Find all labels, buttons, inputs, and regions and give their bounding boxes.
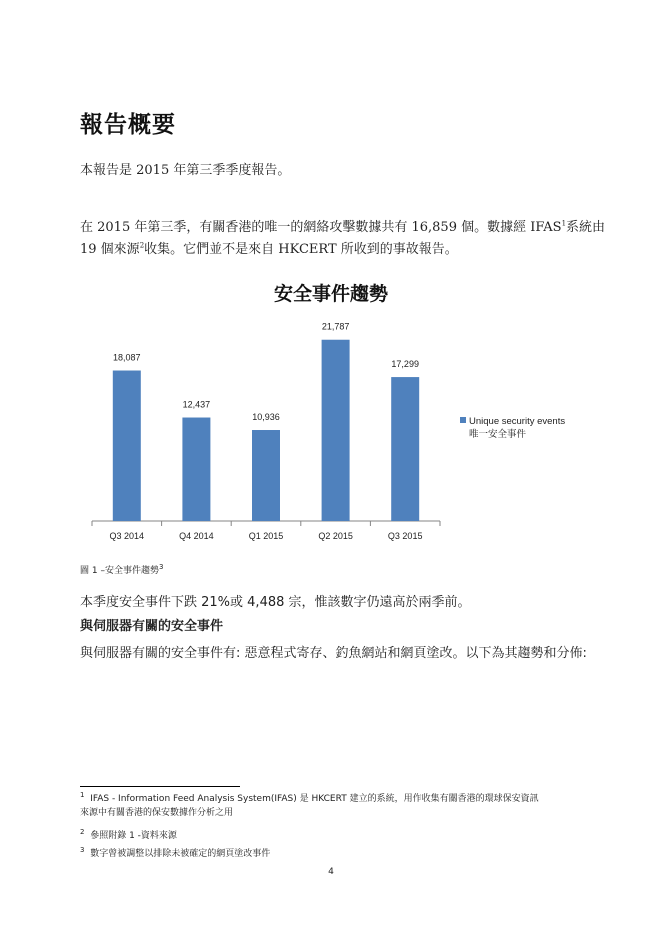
footnote-3	[80, 847, 270, 861]
footnote-line	[80, 792, 539, 806]
footnote-text: IFAS - Information Feed Analysis System(IFAS) 是 HKCERT 建立的系統，用作收集有關香港的環球保安資訊	[90, 794, 539, 804]
caption-text: 圖 1 –安全事件趨勢	[80, 566, 159, 576]
figure-caption	[80, 563, 163, 576]
footnote-number: 2	[80, 828, 85, 836]
data-label: 17,299	[391, 359, 419, 370]
footnote-ref: 1	[561, 219, 567, 228]
bar	[252, 430, 280, 521]
footnote-ref: 2	[139, 241, 145, 250]
legend-swatch	[460, 417, 466, 423]
bar	[113, 371, 141, 521]
footnote-2	[80, 829, 177, 843]
section-heading: 報告概要	[80, 112, 176, 138]
x-tick-label: Q2 2015	[318, 531, 353, 541]
legend-label-zh: 唯一安全事件	[469, 429, 527, 440]
data-paragraph-text: 收集。它們並不是來自 HKCERT 所收到的事故報告。	[144, 242, 458, 257]
x-tick-label: Q3 2015	[387, 531, 423, 541]
data-label: 18,087	[113, 352, 141, 363]
data-paragraph-text: 在 2015 年第三季，有關香港的唯一的網絡攻擊數據共有 16,859 個。數據經 IFAS	[80, 220, 562, 235]
footnote-line	[80, 806, 539, 820]
data-label: 21,787	[321, 321, 350, 332]
subheading: 與伺服器有關的安全事件	[80, 619, 224, 634]
x-tick-label: Q3 2014	[109, 531, 145, 541]
data-paragraph-text: 19 個來源	[80, 242, 140, 257]
footnote-ref: 3	[158, 563, 164, 571]
x-tick-label: Q4 2014	[179, 531, 214, 541]
footnote-text: 來源中有關香港的保安數據作分析之用	[80, 808, 234, 818]
data-paragraph-text: 系統由	[566, 220, 606, 235]
bar	[182, 418, 210, 521]
page-number: 4	[328, 867, 334, 877]
chart-title: 安全事件趨勢	[273, 283, 388, 305]
footnote-divider	[80, 786, 240, 787]
bar	[391, 377, 419, 521]
intro-paragraph: 本報告是 2015 年第三季季度報告。	[80, 163, 291, 178]
legend-label: Unique security events	[469, 416, 566, 427]
data-label: 12,437	[182, 399, 211, 410]
x-tick-label: Q1 2015	[248, 531, 284, 541]
footnote-1	[80, 792, 539, 820]
data-label: 10,936	[252, 412, 280, 423]
footnote-number: 3	[80, 846, 85, 854]
servers-paragraph: 與伺服器有關的安全事件有: 惡意程式寄存、釣魚網站和網頁塗改。以下為其趨勢和分佈:	[80, 646, 587, 661]
summary-text: 本季度安全事件下跌 21%或 4,488 宗，惟該數字仍遠高於兩季前。	[80, 595, 471, 610]
footnote-text: 參照附錄 1 -資料來源	[90, 831, 177, 841]
bar	[322, 340, 350, 521]
footnote-number: 1	[80, 791, 85, 799]
footnote-text: 數字曾被調整以排除未被確定的網頁塗改事件	[90, 849, 271, 859]
